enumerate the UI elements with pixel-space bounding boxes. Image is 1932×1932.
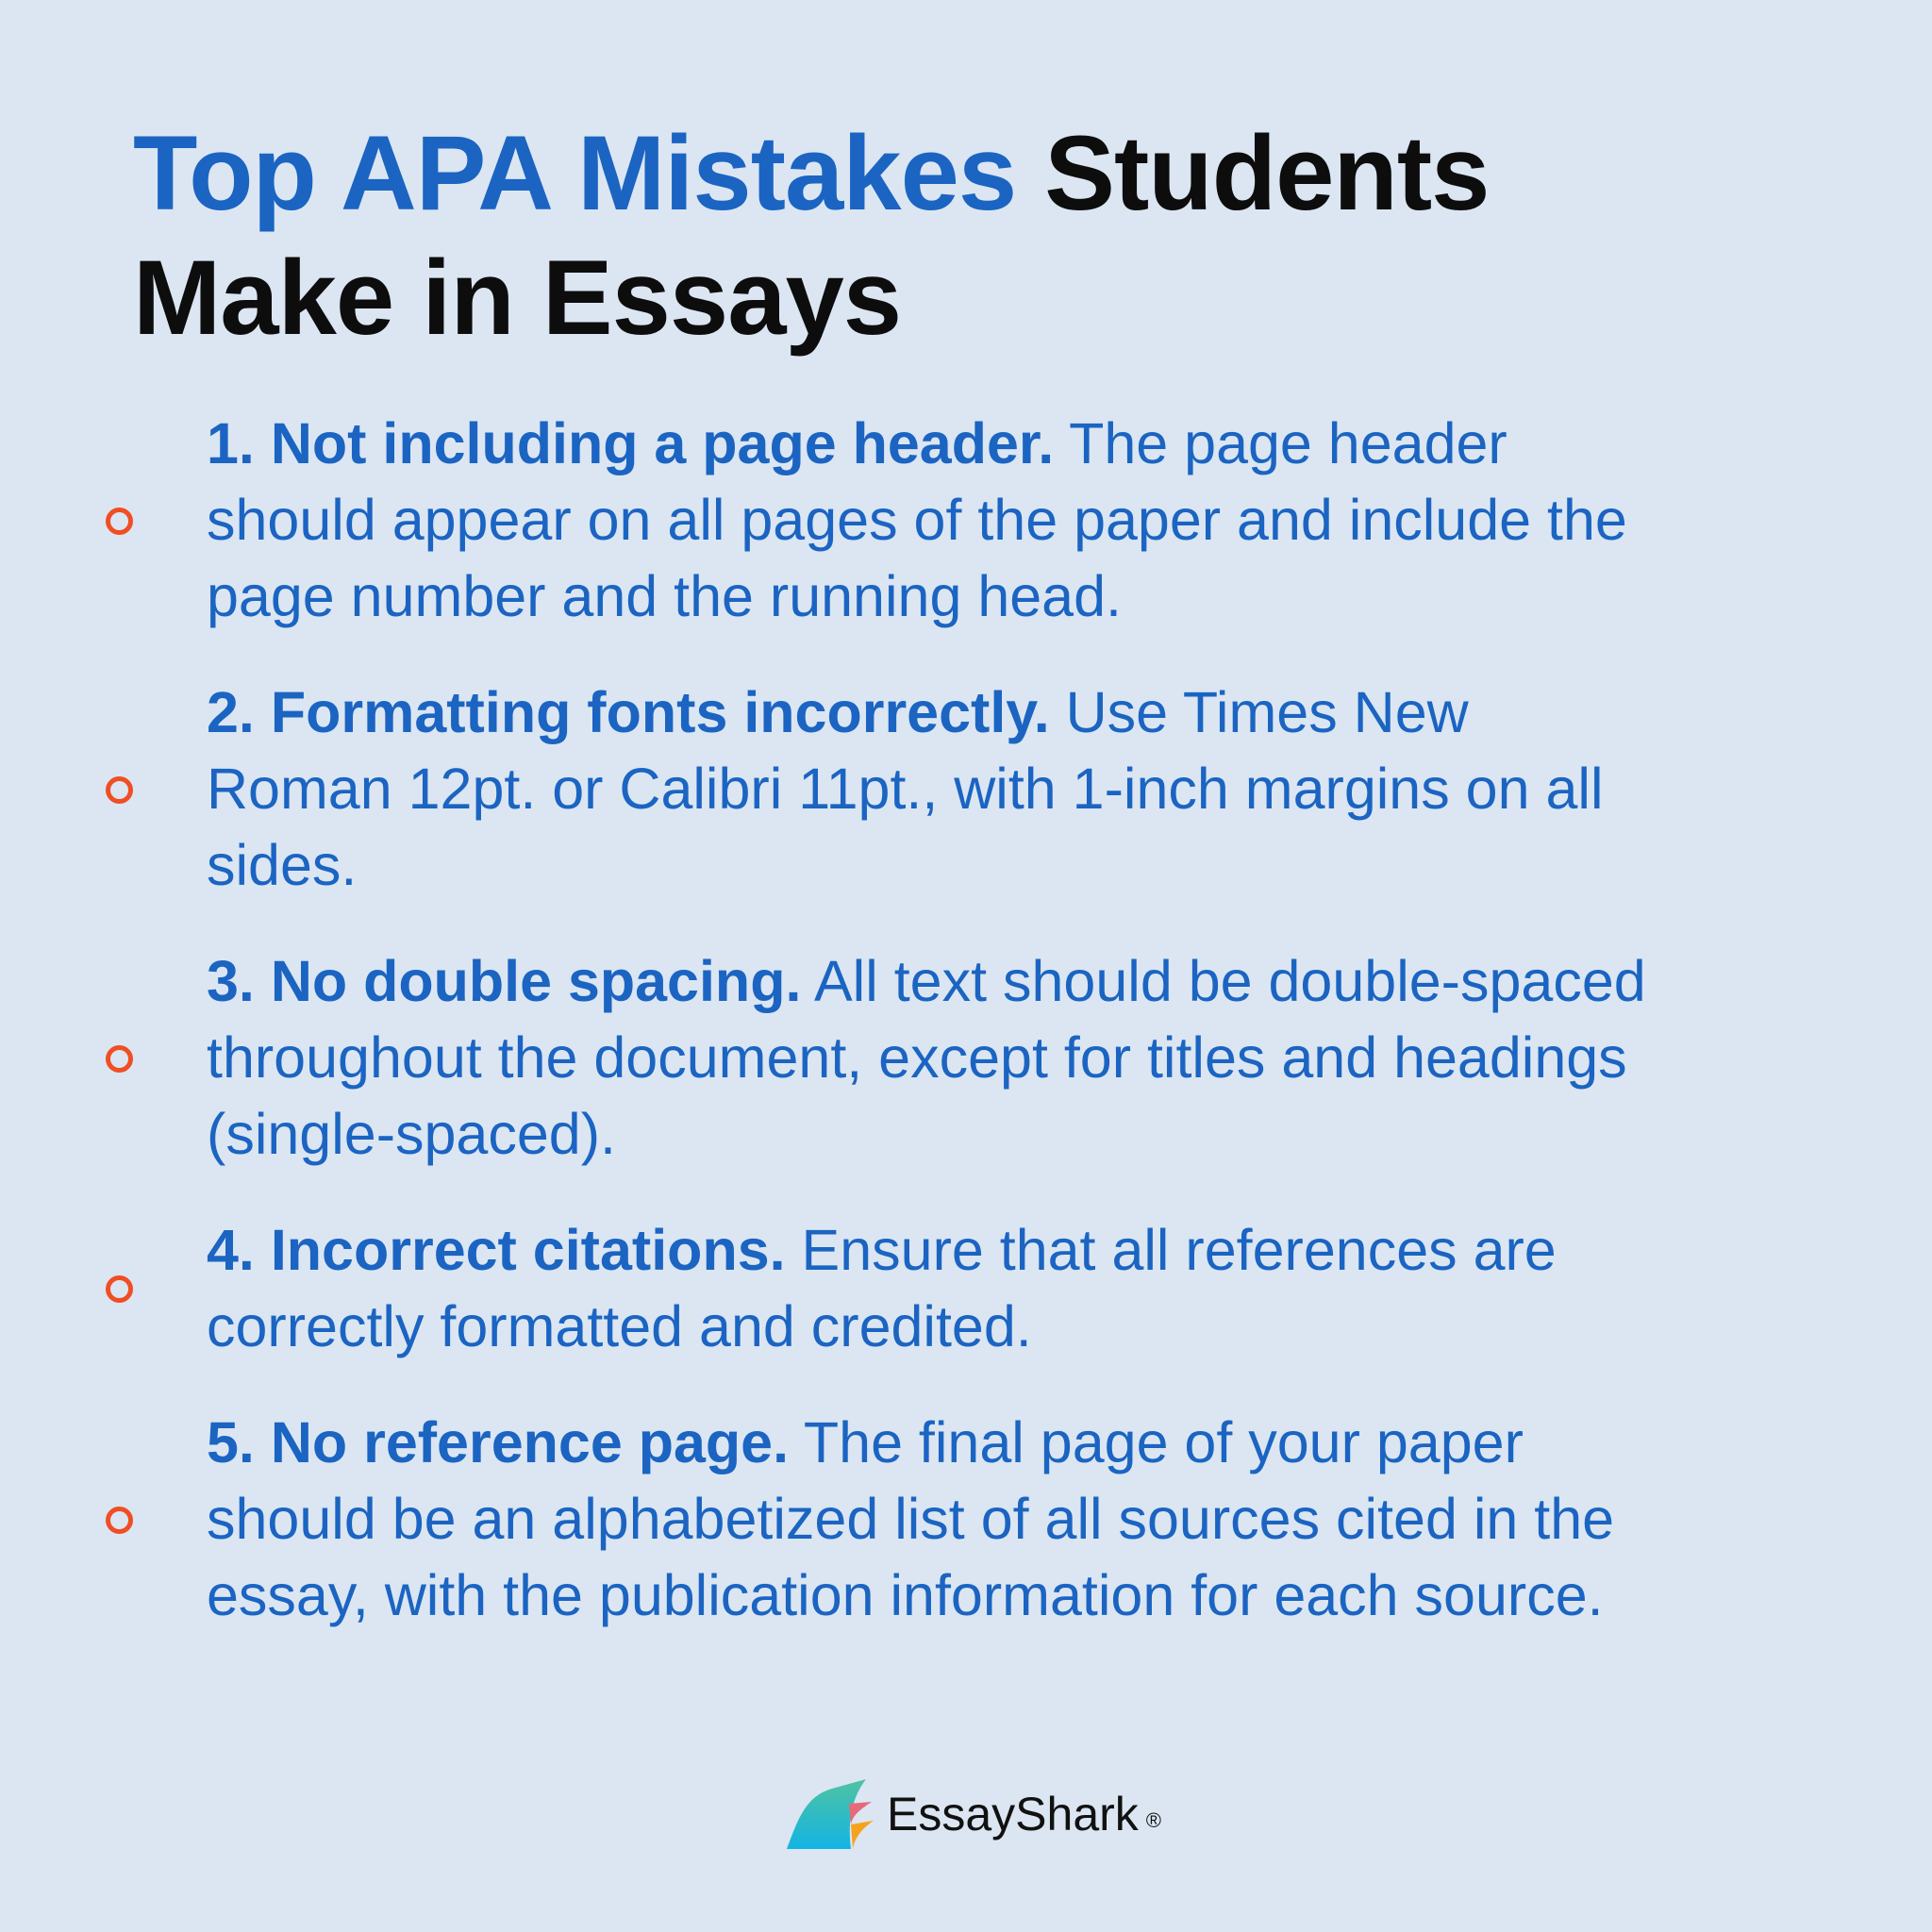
circle-bullet-icon	[106, 1507, 133, 1534]
title-accent: Top APA Mistakes	[133, 114, 1017, 232]
item-body: All text should be double-spaced throughout the document, except for titles and headings (single-spaced).	[207, 949, 1646, 1166]
item-text	[207, 1212, 1659, 1365]
item-body: Use Times New Roman 12pt. or Calibri 11pt., with 1-inch margins on all sides.	[207, 680, 1604, 897]
item-heading: 1. Not including a page header.	[207, 411, 1055, 475]
item-body: The page header should appear on all pages of the paper and include the page number and the running head.	[207, 411, 1627, 628]
brand-name: EssayShark	[887, 1788, 1139, 1840]
circle-bullet-icon	[106, 1275, 133, 1303]
list-item	[0, 943, 1932, 1173]
item-heading: 2. Formatting fonts incorrectly.	[207, 680, 1050, 744]
essayshark-logo	[785, 1777, 1161, 1851]
circle-bullet-icon	[106, 508, 133, 535]
list-item	[0, 1405, 1932, 1634]
item-text	[207, 675, 1659, 904]
list-item	[0, 675, 1932, 904]
item-heading: 5. No reference page.	[207, 1410, 790, 1474]
list-item	[0, 406, 1932, 635]
item-heading: 4. Incorrect citations.	[207, 1218, 786, 1282]
page-title	[133, 111, 1737, 360]
item-body: Ensure that all references are correctly formatted and credited.	[207, 1218, 1557, 1358]
mistakes-list	[0, 406, 1932, 1674]
item-body: The final page of your paper should be an alphabetized list of all sources cited in the essay, with the publication information for each source.	[207, 1410, 1615, 1627]
circle-bullet-icon	[106, 1045, 133, 1073]
item-text	[207, 1405, 1659, 1634]
item-text	[207, 406, 1659, 635]
item-heading: 3. No double spacing.	[207, 949, 802, 1013]
item-text	[207, 943, 1659, 1173]
list-item	[0, 1212, 1932, 1365]
shark-fin-icon	[785, 1777, 875, 1851]
circle-bullet-icon	[106, 776, 133, 804]
registered-mark: ®	[1145, 1808, 1161, 1832]
title-rest: Students Make in Essays	[133, 114, 1490, 357]
